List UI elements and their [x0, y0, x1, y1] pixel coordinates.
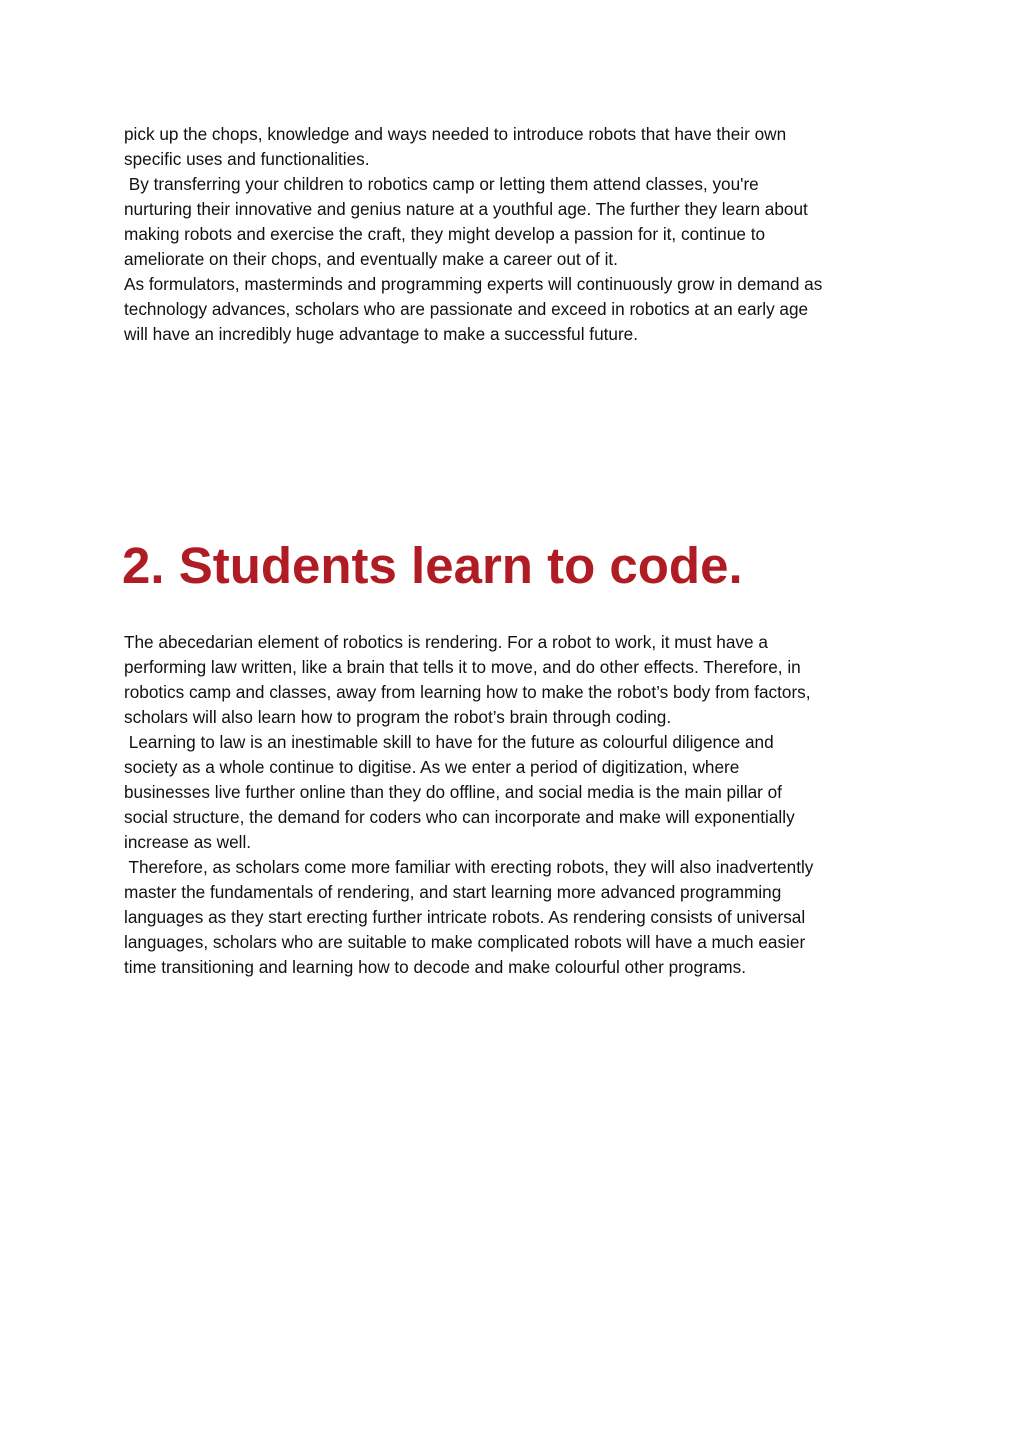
text-line: specific uses and functionalities. [124, 149, 370, 169]
text-line: robotics camp and classes, away from learning how to make the robot’s body from factors, [124, 682, 811, 702]
text-line: will have an incredibly huge advantage to make a successful future. [124, 324, 639, 344]
section-paragraphs [124, 630, 914, 980]
text-line: The abecedarian element of robotics is rendering. For a robot to work, it must have a [124, 632, 768, 652]
text-line: Learning to law is an inestimable skill to have for the future as colourful diligence and [124, 732, 774, 752]
text-line: scholars will also learn how to program the robot’s brain through coding. [124, 707, 672, 727]
text-line: pick up the chops, knowledge and ways needed to introduce robots that have their own [124, 124, 787, 144]
text-line: master the fundamentals of rendering, and start learning more advanced programming [124, 882, 782, 902]
text-line: time transitioning and learning how to decode and make colourful other programs. [124, 957, 746, 977]
text-line: Therefore, as scholars come more familiar with erecting robots, they will also inadvertently [124, 857, 814, 877]
text-line: increase as well. [124, 832, 252, 852]
section-heading: 2. Students learn to code. [122, 537, 743, 594]
text-line: nurturing their innovative and genius nature at a youthful age. The further they learn about [124, 199, 808, 219]
text-line: businesses live further online than they do offline, and social media is the main pillar of [124, 782, 782, 802]
text-line: languages as they start erecting further intricate robots. As rendering consists of universal [124, 907, 806, 927]
text-line: performing law written, like a brain that tells it to move, and do other effects. Therefore, in [124, 657, 801, 677]
text-line: making robots and exercise the craft, they might develop a passion for it, continue to [124, 224, 766, 244]
text-line: society as a whole continue to digitise. As we enter a period of digitization, where [124, 757, 740, 777]
text-line: By transferring your children to robotics camp or letting them attend classes, you're [124, 174, 759, 194]
intro-paragraphs [124, 122, 914, 347]
text-line: ameliorate on their chops, and eventually make a career out of it. [124, 249, 618, 269]
text-line: languages, scholars who are suitable to make complicated robots will have a much easier [124, 932, 806, 952]
text-line: technology advances, scholars who are passionate and exceed in robotics at an early age [124, 299, 809, 319]
text-line: social structure, the demand for coders who can incorporate and make will exponentially [124, 807, 795, 827]
text-line: As formulators, masterminds and programming experts will continuously grow in demand as [124, 274, 823, 294]
